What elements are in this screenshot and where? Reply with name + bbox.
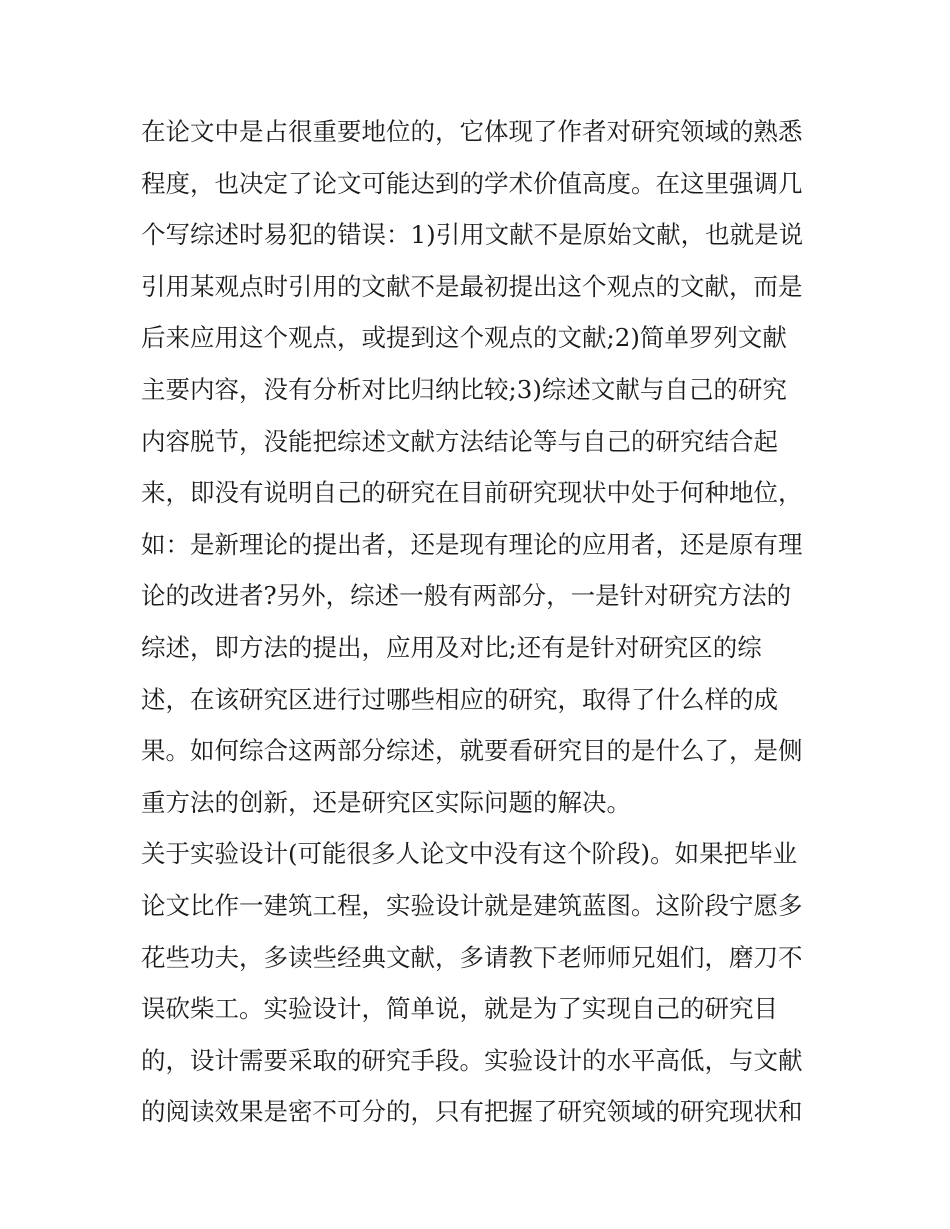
body-text bbox=[141, 106, 821, 1138]
text-line: 误砍柴工。实验设计，简单说，就是为了实现自己的研究目 bbox=[141, 994, 778, 1024]
text-line: 如：是新理论的提出者，还是现有理论的应用者，还是原有理 bbox=[141, 529, 803, 559]
text-line: 引用某观点时引用的文献不是最初提出这个观点的文献，而是 bbox=[141, 271, 803, 301]
text-line: 综述，即方法的提出，应用及对比;还有是针对研究区的综 bbox=[141, 632, 762, 662]
text-line: 来，即没有说明自己的研究在目前研究现状中处于何种地位， bbox=[141, 478, 803, 508]
text-line: 论文比作一建筑工程，实验设计就是建筑蓝图。这阶段宁愿多 bbox=[141, 890, 803, 920]
text-line: 的，设计需要采取的研究手段。实验设计的水平高低，与文献 bbox=[141, 1045, 803, 1075]
text-line: 程度，也决定了论文可能达到的学术价值高度。在这里强调几 bbox=[141, 168, 803, 198]
text-line: 重方法的创新，还是研究区实际问题的解决。 bbox=[141, 787, 631, 817]
text-line: 述，在该研究区进行过哪些相应的研究，取得了什么样的成 bbox=[141, 684, 778, 714]
text-line: 内容脱节，没能把综述文献方法结论等与自己的研究结合起 bbox=[141, 426, 778, 456]
text-line: 的阅读效果是密不可分的，只有把握了研究领域的研究现状和 bbox=[141, 1097, 803, 1127]
text-line: 在论文中是占很重要地位的，它体现了作者对研究领域的熟悉 bbox=[141, 117, 803, 146]
text-line: 个写综述时易犯的错误：1)引用文献不是原始文献，也就是说 bbox=[141, 220, 804, 250]
text-line: 论的改进者?另外，综述一般有两部分，一是针对研究方法的 bbox=[141, 581, 792, 611]
text-line: 主要内容，没有分析对比归纳比较;3)综述文献与自己的研究 bbox=[141, 374, 787, 404]
text-line: 关于实验设计(可能很多人论文中没有这个阶段)。如果把毕业 bbox=[141, 839, 798, 869]
text-line: 后来应用这个观点，或提到这个观点的文献;2)简单罗列文献 bbox=[141, 323, 787, 353]
text-line: 花些功夫，多读些经典文献，多请教下老师师兄姐们，磨刀不 bbox=[141, 942, 803, 972]
text-line: 果。如何综合这两部分综述，就要看研究目的是什么了，是侧 bbox=[141, 736, 803, 766]
